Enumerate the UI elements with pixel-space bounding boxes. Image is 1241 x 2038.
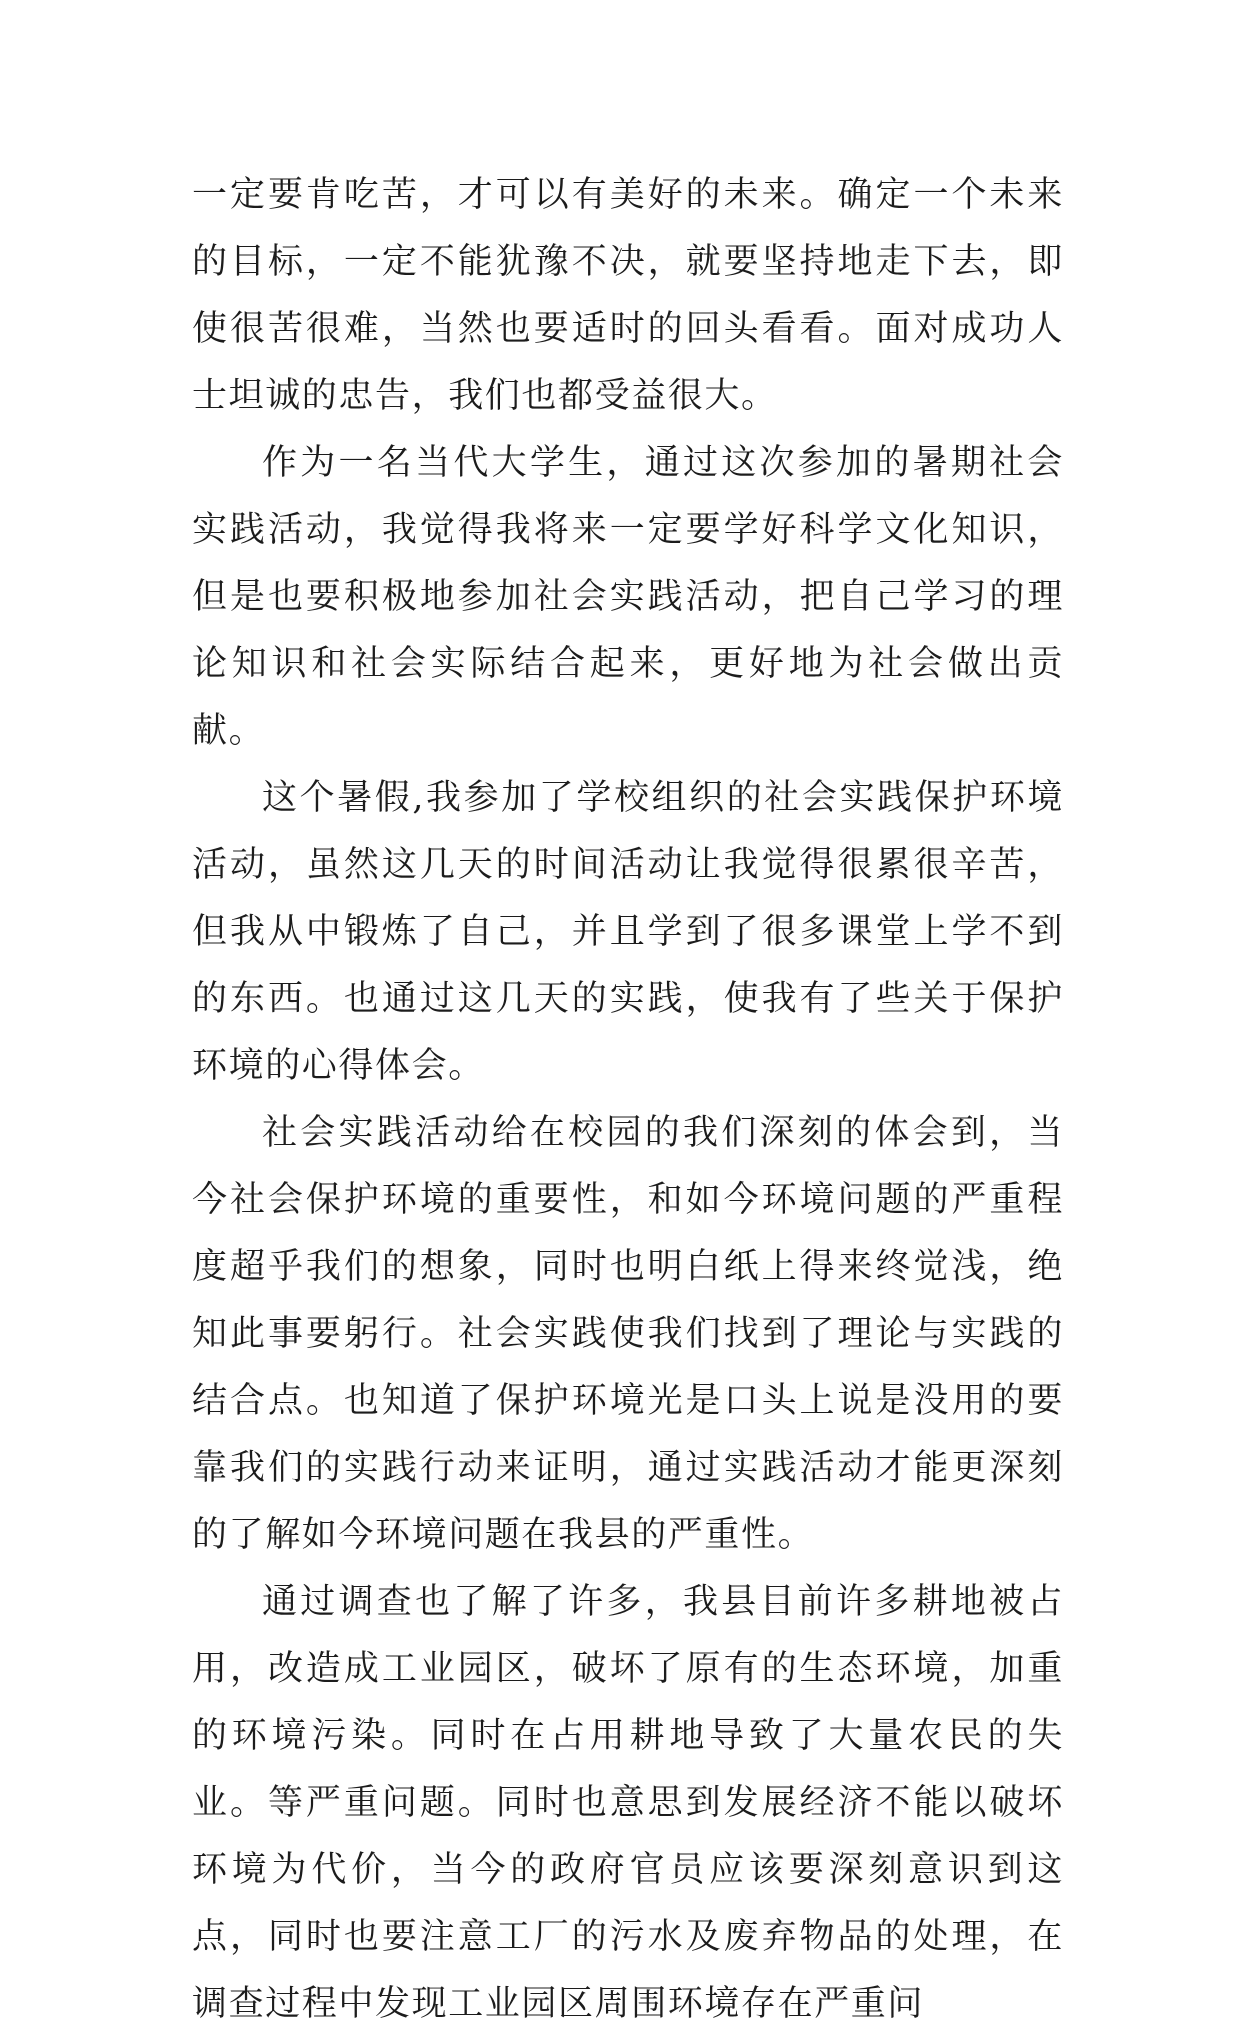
paragraph: 作为一名当代大学生，通过这次参加的暑期社会实践活动，我觉得我将来一定要学好科学文化知识，但是也要积极地参加社会实践活动，把自己学习的理论知识和社会实际结合起来，更好地为社会做出贡献。 (192, 443, 1064, 751)
paragraph-continuation: 一定要肯吃苦，才可以有美好的未来。确定一个未来的目标，一定不能犹豫不决，就要坚持地走下去，即使很苦很难，当然也要适时的回头看看。面对成功人士坦诚的忠告，我们也都受益很大。 (192, 175, 1064, 416)
paragraph: 通过调查也了解了许多，我县目前许多耕地被占用，改造成工业园区，破坏了原有的生态环境，加重的环境污染。同时在占用耕地导致了大量农民的失业。等严重问题。同时也意思到发展经济不能以破坏环境为代价，当今的政府官员应该要深刻意识到这点，同时也要注意工厂的污水及废弃物品的处理，在调查过程中发现工业园区周围环境存在严重问 (192, 1582, 1064, 2024)
document-body (192, 162, 1064, 2038)
paragraph: 社会实践活动给在校园的我们深刻的体会到，当今社会保护环境的重要性，和如今环境问题的严重程度超乎我们的想象，同时也明白纸上得来终觉浅，绝知此事要躬行。社会实践使我们找到了理论与实践的结合点。也知道了保护环境光是口头上说是没用的要靠我们的实践行动来证明，通过实践活动才能更深刻的了解如今环境问题在我县的严重性。 (192, 1113, 1064, 1555)
paragraph: 这个暑假,我参加了学校组织的社会实践保护环境活动，虽然这几天的时间活动让我觉得很累很辛苦，但我从中锻炼了自己，并且学到了很多课堂上学不到的东西。也通过这几天的实践，使我有了些关于保护环境的心得体会。 (192, 778, 1064, 1086)
